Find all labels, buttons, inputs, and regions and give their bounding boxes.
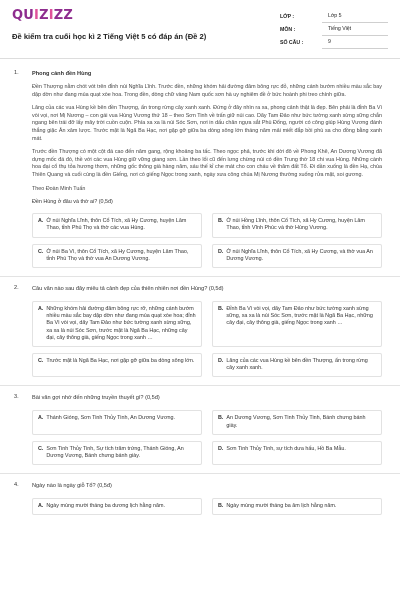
option-a[interactable]: [32, 301, 202, 347]
option-a[interactable]: [32, 410, 202, 434]
quizizz-logo: [12, 8, 73, 23]
option-letter: B.: [218, 218, 224, 225]
options-grid: [32, 213, 382, 268]
question-prompt: Bài văn gợi nhớ đến những truyền thuyết gì? (0,5đ): [32, 395, 160, 402]
logo-letter: I: [48, 8, 54, 23]
option-text: Ở núi Nghĩa Lĩnh, thôn Cổ Tích, xã Hy Cương, và thờ vua An Dương Vương.: [226, 248, 373, 262]
logo-letter: U: [23, 8, 35, 23]
question-3: [12, 394, 382, 465]
option-text: Sơn Tinh Thủy Tinh, Sự tích trăm trứng, Thánh Gióng, An Dương Vương, Bánh chưng bánh giày.: [46, 445, 184, 459]
info-box: [280, 10, 388, 49]
option-d[interactable]: [212, 244, 382, 268]
option-d[interactable]: [212, 353, 382, 377]
option-letter: A.: [38, 305, 44, 312]
question-number: 4.: [14, 482, 19, 489]
question-divider: [0, 473, 400, 474]
option-text: Trước mặt là Ngã Ba Hạc, nơi gặp gỡ giữa ba dòng sông lớn.: [46, 357, 195, 364]
reading-author: Theo Đoàn Minh Tuấn: [32, 185, 86, 192]
option-letter: D.: [218, 248, 224, 255]
info-value: 9: [322, 37, 388, 49]
option-b[interactable]: [212, 410, 382, 434]
info-key: MÔN :: [280, 26, 296, 33]
question-number: 3.: [14, 394, 19, 401]
info-key: SỐ CÂU :: [280, 39, 304, 46]
option-c[interactable]: [32, 244, 202, 268]
option-a[interactable]: [32, 213, 202, 237]
info-row-count: [280, 36, 388, 49]
option-letter: C.: [38, 445, 44, 452]
question-prompt: Câu văn nào sau đây miêu tả cảnh đẹp của thiên nhiên nơi đền Hùng? (0,5đ): [32, 285, 224, 292]
question-divider: [0, 385, 400, 386]
option-letter: B.: [218, 305, 224, 312]
reading-paragraph: Lăng của các vua Hùng kề bên đền Thượng, ẩn trong rừng cây xanh xanh. Đứng ở đây nhìn ra xa, phong cảnh thật là đẹp. Bên phải là đỉnh Ba Vì vòi vọi, nơi Mị Nương – con gái vua Hùng Vương thứ 18 – theo Sơn Tinh về trấn giữ núi cao. Dãy Tam Đảo như bức tường xanh sừng sững chắn ngang bên trái đỡ lấy mây trời cuồn cuộn. Phía xa xa là núi Sóc Sơn, nơi in dấu chân ngựa sắt Phù Đổng, người có công giúp Hùng Vương đánh thắng giặc Ân xâm lược. Trước mặt là Ngã Ba Hạc, nơi gặp gỡ giữa ba dòng sông lớn tháng năm mải miết đắp bồi phù sa cho đồng bằng xanh mát.: [32, 105, 382, 142]
question-prompt: Đền Hùng ở đâu và thờ ai? (0,5đ): [32, 199, 113, 206]
option-letter: C.: [38, 357, 44, 364]
option-d[interactable]: [212, 441, 382, 465]
logo-letter: Z: [53, 8, 64, 23]
option-b[interactable]: [212, 301, 382, 347]
option-letter: A.: [38, 503, 44, 510]
options-grid: [32, 410, 382, 465]
question-4: [12, 482, 382, 515]
info-key: LỚP :: [280, 13, 295, 20]
reading-paragraph: Đền Thượng nằm chót vót trên đỉnh núi Nghĩa Lĩnh. Trước đền, những khóm hải đường đâm bông rực đỏ, những cánh bướm nhiều màu sắc bay dập dờn như đang múa quạt xòe hoa. Trong đền, dòng chữ vàng Nam quốc sơn hà uy nghiêm đề ở bức hoành phi treo chính giữa.: [32, 84, 382, 98]
option-letter: B.: [218, 503, 224, 510]
option-letter: A.: [38, 218, 44, 225]
option-text: An Dương Vương, Sơn Tinh Thủy Tinh, Bánh chưng bánh giày.: [226, 415, 366, 429]
logo-letter: Z: [39, 8, 49, 23]
info-row-class: [280, 10, 388, 23]
reading-paragraph: Trước đền Thượng có một cột đá cao đến năm gang, rộng khoảng ba tấc. Theo ngọc phả, trước khi dời đô về Phong Khê, An Dương Vương đã dựng mốc đá đó, thề với các vua Hùng giữ vững giang sơn. Lần theo lối cũ đến lưng chừng núi có đền Trung thờ 18 chi vua Hùng. Những cành hoa đại cổ thụ tỏa hương thơm, những gốc thông già hàng năm, sáu thế kỉ che mát cho con cháu về thăm đất Tổ. Đi dần xuống là đền Hạ, chùa Thiên Quang và cuối cùng là đền Giếng, nơi có giếng Ngọc trong xanh, ngày xưa công chúa Mị Nương thường xuống rửa mặt, soi gương.: [32, 149, 382, 178]
option-text: Thánh Gióng, Sơn Tinh Thủy Tinh, An Dương Vương.: [46, 415, 176, 422]
option-text: Ngày mùng mười tháng ba âm lịch hằng năm.: [226, 503, 337, 510]
info-value: Tiếng Việt: [322, 24, 388, 36]
option-letter: D.: [218, 445, 224, 452]
question-number: 2.: [14, 284, 19, 291]
logo-letter: I: [34, 8, 40, 23]
option-text: Ở núi Nghĩa Lĩnh, thôn Cổ Tích, xã Hy Cương, huyện Lâm Thao, tỉnh Phú Thọ và thờ các vua Hùng.: [46, 218, 187, 232]
page-header: [0, 0, 400, 59]
option-letter: C.: [38, 248, 44, 255]
option-text: Sơn Tinh Thủy Tinh, sự tích dưa hấu, Hồ Ba Mẫu.: [226, 445, 346, 452]
question-1: [12, 70, 382, 268]
option-text: Ở núi Ba Vì, thôn Cổ Tích, xã Hy Cương, huyện Lâm Thao, tỉnh Phú Thọ và thờ vua An Dương Vương.: [46, 248, 189, 262]
options-grid: [32, 498, 382, 515]
logo-letter: Q: [12, 8, 24, 23]
option-c[interactable]: [32, 353, 202, 377]
question-2: [12, 285, 382, 377]
option-letter: A.: [38, 415, 44, 422]
option-letter: D.: [218, 357, 224, 364]
option-letter: B.: [218, 415, 224, 422]
info-row-subject: [280, 23, 388, 36]
option-b[interactable]: [212, 498, 382, 515]
option-text: Lăng của các vua Hùng kề bên đền Thượng, ẩn trong rừng cây xanh xanh.: [226, 357, 368, 372]
question-number: 1.: [14, 70, 19, 76]
option-text: Ngày mùng mười tháng ba dương lịch hằng năm.: [46, 503, 165, 510]
option-text: Ở núi Hồng Lĩnh, thôn Cổ Tích, xã Hy Cương, huyện Lâm Thao, tỉnh Vĩnh Phúc và thờ Hùng Vương.: [226, 218, 365, 232]
info-value: Lớp 5: [322, 11, 388, 23]
question-prompt: Ngày nào là ngày giỗ Tổ? (0,5đ): [32, 483, 112, 490]
option-text: Những khóm hải đường đâm bông rực rỡ, những cánh bướm nhiều màu sắc bay dập dờn như đang múa quạt xòe hoa; đỉnh Ba Vì vòi vọi, dãy Tam Đảo như bức tường xanh sừng sững, xa xa là núi Sóc Sơn, trước mặt là Ngã Ba Hạc, những cây đại, cây thông già, giếng Ngọc trong xanh …: [46, 305, 196, 341]
option-b[interactable]: [212, 213, 382, 237]
option-c[interactable]: [32, 441, 202, 465]
option-text: Đỉnh Ba Vì vòi vọi, dãy Tam Đảo như bức tường xanh sừng sững, xa xa là núi Sóc Sơn, trước mặt là Ngã Ba Hạc, những cây đại, cây thông già, giếng Ngọc trong xanh …: [226, 305, 373, 327]
questions-list: [0, 70, 400, 515]
option-a[interactable]: [32, 498, 202, 515]
question-divider: [0, 276, 400, 277]
options-grid: [32, 301, 382, 377]
logo-letter: Z: [63, 8, 74, 23]
reading-title: Phong cảnh đền Hùng: [32, 71, 92, 77]
page-title: Đề kiểm tra cuối học kì 2 Tiếng Việt 5 có đáp án (Đề 2): [12, 32, 207, 41]
